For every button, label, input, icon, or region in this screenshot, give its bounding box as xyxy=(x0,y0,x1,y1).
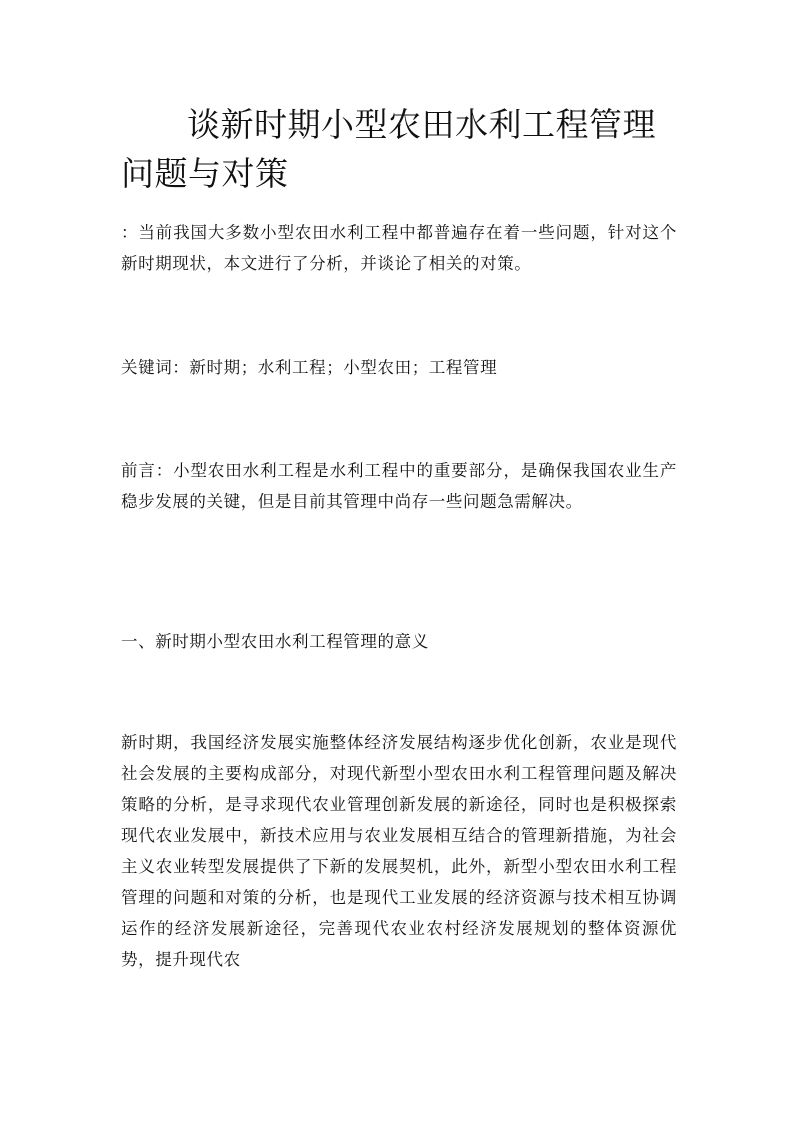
section-body-paragraph: 新时期，我国经济发展实施整体经济发展结构逐步优化创新，农业是现代社会发展的主要构成部分，对现代新型小型农田水利工程管理问题及解决策略的分析，是寻求现代农业管理创新发展的新途径，同时也是积极探索现代农业发展中，新技术应用与农业发展相互结合的管理新措施，为社会主义农业转型发展提供了下新的发展契机，此外，新型小型农田水利工程管理的问题和对策的分析，也是现代工业发展的经济资源与技术相互协调运作的经济发展新途径，完善现代农业农村经济发展规划的整体资源优势，提升现代农 xyxy=(121,733,677,969)
document-title: 谈新时期小型农田水利工程管理问题与对策 xyxy=(121,105,656,193)
section-heading: 一、新时期小型农田水利工程管理的意义 xyxy=(121,632,429,651)
keywords-line: 关键词：新时期；水利工程；小型农田；工程管理 xyxy=(121,358,498,377)
preface-paragraph: 前言：小型农田水利工程是水利工程中的重要部分，是确保我国农业生产稳步发展的关键，但是目前其管理中尚存一些问题急需解决。 xyxy=(121,461,677,511)
abstract-paragraph: ：当前我国大多数小型农田水利工程中都普遍存在着一些问题，针对这个新时期现状，本文进行了分析，并谈论了相关的对策。 xyxy=(121,223,677,273)
